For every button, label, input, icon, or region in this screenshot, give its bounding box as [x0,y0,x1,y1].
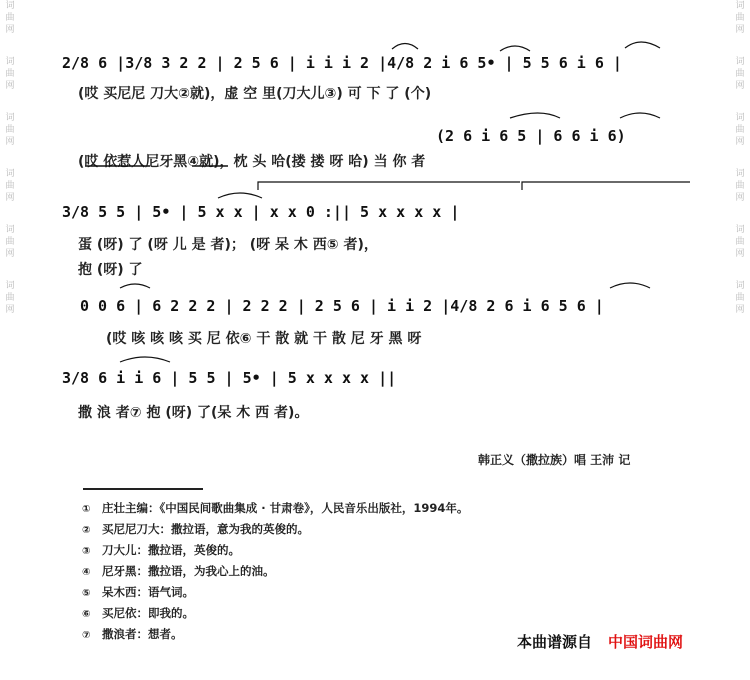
volta-bracket-2 [522,182,690,190]
footnote-number: ⑤ [82,588,91,599]
slur-mark [218,193,262,198]
footnote-number: ⑦ [82,630,91,641]
source-site-link[interactable]: 中国词曲网 [608,633,684,651]
watermark-char: 曲 [5,237,15,247]
slur-mark [625,42,660,48]
watermark-char: 曲 [5,13,15,23]
footnote-number: ③ [82,546,91,557]
watermark-char: 词 [5,281,15,291]
slur-mark [392,44,418,50]
watermark-char: 词 [5,57,15,67]
slur-mark [500,46,530,51]
notation-row: (2 6 i 6 5 | 6 6 i 6) [436,127,626,145]
watermark-char: 词 [5,113,15,123]
watermark-left [3,0,17,336]
watermark-char: 网 [5,25,15,35]
watermark-char: 网 [5,249,15,259]
footnote-item [82,519,468,540]
footnote-item [82,624,468,645]
footnote-item [82,582,468,603]
footnote-number: ④ [82,567,91,578]
watermark-char: 曲 [735,293,745,303]
slur-mark [610,283,650,288]
slur-mark [120,284,150,288]
footnote-text: 撒浪者：想者。 [102,627,183,641]
watermark-char: 曲 [735,13,745,23]
watermark-char: 词 [735,281,745,291]
watermark-char: 网 [5,193,15,203]
footnote-rule [83,488,203,490]
footnote-text: 庄壮主编：《中国民间歌曲集成 · 甘肃卷》，人民音乐出版社，1994年。 [102,501,469,515]
slur-mark [120,357,170,362]
watermark-char: 曲 [735,181,745,191]
watermark-char: 词 [5,225,15,235]
notation-row: 3/8 6 i i 6 | 5 5 | 5• | 5 x x x x || [62,369,397,387]
watermark-char: 网 [735,249,745,259]
notation-row: 2/8 6 |3/8 3 2 2 | 2 5 6 | i i i 2 |4/8 2 i 6 5• | 5 5 6 i 6 | [62,54,622,72]
watermark-char: 词 [735,169,745,179]
volta-bracket-1 [258,182,520,190]
footnote-text: 呆木西：语气词。 [102,585,194,599]
watermark-char: 曲 [5,125,15,135]
performer-credit: 韩正义（撒拉族）唱 王沛 记 [478,453,631,467]
slur-mark [620,113,660,118]
watermark-char: 曲 [735,69,745,79]
watermark-char: 词 [735,57,745,67]
footnote-text: 买尼尼刀大：撒拉语，意为我的英俊的。 [102,522,309,536]
lyric-row: (哎 依惹人尼牙黑④就)，枕 头 哈(搂 搂 呀 哈) 当 你 者 [78,154,426,170]
footnote-number: ② [82,525,91,536]
watermark-char: 网 [735,193,745,203]
footnote-text: 刀大儿：撒拉语，英俊的。 [102,543,240,557]
watermark-char: 网 [735,305,745,315]
lyric-row: (哎 买尼尼 刀大②就)，虚 空 里(刀大儿③) 可 下 了 (个) [78,86,432,102]
watermark-char: 曲 [735,125,745,135]
source-line [517,631,683,652]
footnote-item [82,498,468,519]
watermark-char: 曲 [5,69,15,79]
watermark-char: 网 [735,25,745,35]
watermark-char: 网 [735,81,745,91]
footnote-item [82,540,468,561]
watermark-char: 词 [5,1,15,11]
watermark-char: 词 [5,169,15,179]
footnote-number: ⑥ [82,609,91,620]
watermark-char: 网 [735,137,745,147]
footnote-text: 尼牙黑：撒拉语，为我心上的油。 [102,564,275,578]
notation-row: 3/8 5 5 | 5• | 5 x x | x x 0 :|| 5 x x x x | [62,203,460,221]
footnote-text: 买尼依：即我的。 [102,606,194,620]
watermark-char: 网 [5,305,15,315]
watermark-char: 曲 [5,181,15,191]
source-label: 本曲谱源自 [517,633,593,651]
notation-row: 0 0 6 | 6 2 2 2 | 2 2 2 | 2 5 6 | i i 2 |4/8 2 6 i 6 5 6 | [80,297,604,315]
footnote-item [82,603,468,624]
watermark-char: 网 [5,137,15,147]
lyric-row: (哎 咳 咳 咳 买 尼 依⑥ 干 散 就 干 散 尼 牙 黑 呀 [106,331,422,347]
watermark-char: 曲 [735,237,745,247]
watermark-char: 网 [5,81,15,91]
footnote-list [82,498,468,645]
watermark-right [733,0,747,336]
lyric-row: 抱 (呀) 了 [78,262,143,278]
lyric-row: 撒 浪 者⑦ 抱 (呀) 了(呆 木 西 者)。 [78,405,309,421]
footnote-number: ① [82,504,91,515]
watermark-char: 词 [735,225,745,235]
watermark-char: 词 [735,1,745,11]
slur-mark [510,113,560,118]
lyric-row: 蛋 (呀) 了 (呀 儿 是 者)； (呀 呆 木 西⑤ 者)， [78,237,378,253]
watermark-char: 词 [735,113,745,123]
watermark-char: 曲 [5,293,15,303]
footnote-item [82,561,468,582]
